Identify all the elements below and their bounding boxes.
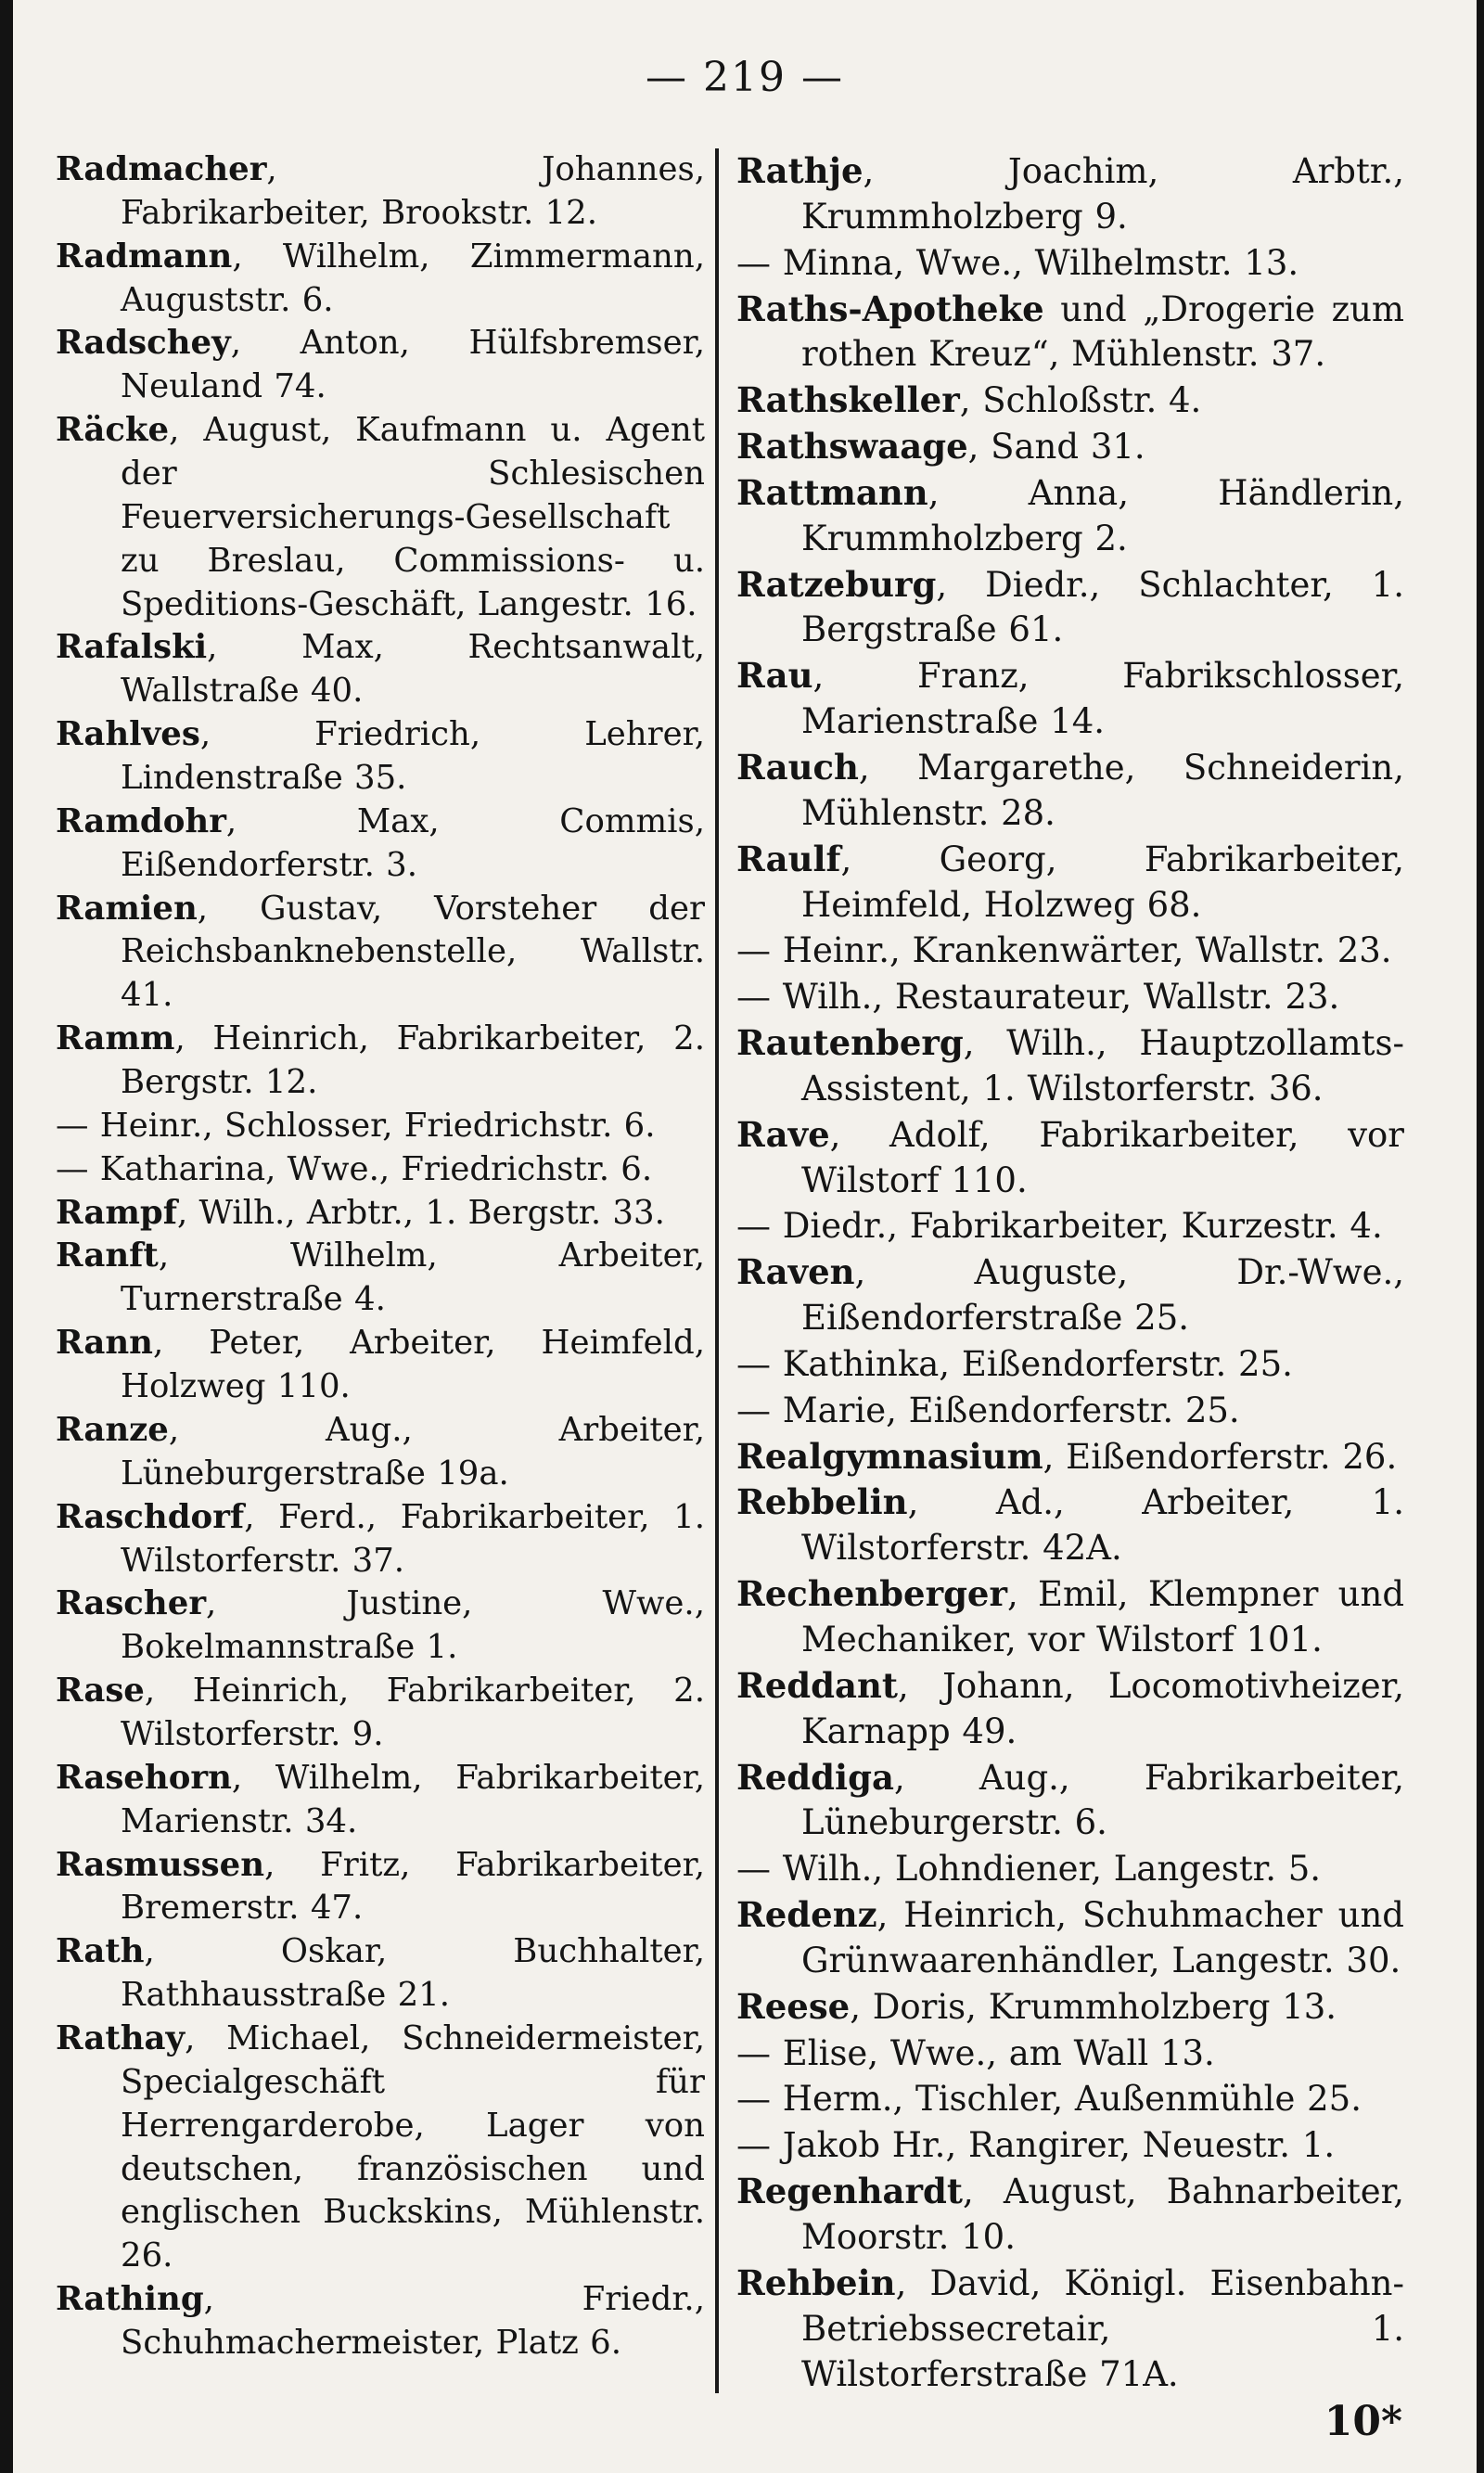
directory-entry <box>56 1930 705 2018</box>
directory-entry <box>736 1984 1404 2031</box>
entry-name: Rautenberg <box>736 1022 964 1064</box>
directory-entry <box>56 626 705 713</box>
directory-entry <box>736 378 1404 424</box>
directory-entry <box>736 287 1404 378</box>
directory-entry <box>736 837 1404 929</box>
entry-name: Rase <box>56 1672 145 1711</box>
entry-details: — Jakob Hr., Rangirer, Neuestr. 1. <box>736 2125 1336 2166</box>
entry-details: , August, Kaufmann u. Agent der Schlesischen Feuerversicherungs-Gesellschaft zu Breslau, Commissions- u. Speditions-Geschäft, Langestr. 16. <box>121 411 705 623</box>
directory-entry <box>736 470 1404 562</box>
directory-entry <box>736 974 1404 1020</box>
entry-details: , Auguste, Dr.-Wwe., Eißendorferstraße 25. <box>801 1252 1404 1339</box>
entry-details: , Johann, Locomotivheizer, Karnapp 49. <box>801 1665 1404 1751</box>
entry-name: Räcke <box>56 411 170 450</box>
entry-name: Reese <box>736 1985 851 2027</box>
entry-details: , Friedrich, Lehrer, Lindenstraße 35. <box>121 715 705 798</box>
entry-details: — Elise, Wwe., am Wall 13. <box>736 2032 1215 2073</box>
entry-details: — Minna, Wwe., Wilhelmstr. 13. <box>736 242 1299 283</box>
directory-entry <box>736 2076 1404 2122</box>
entry-details: , David, Königl. Eisenbahn-Betriebssecretair, 1. Wilstorferstraße 71A. <box>801 2262 1404 2394</box>
entry-details: , Ad., Arbeiter, 1. Wilstorferstr. 42A. <box>801 1482 1404 1569</box>
directory-entry <box>736 562 1404 654</box>
entry-details: , Michael, Schneidermeister, Specialgeschäft für Herrengarderobe, Lager von deutschen, französischen und englischen Buckskins, Mühlenstr. 26. <box>121 2018 705 2275</box>
entry-name: Raven <box>736 1251 855 1293</box>
directory-entry <box>736 1846 1404 1892</box>
directory-entry <box>736 1663 1404 1755</box>
entry-details: , Heinrich, Schuhmacher und Grünwaarenhändler, Langestr. 30. <box>801 1895 1404 1980</box>
entry-name: Raths-Apotheke <box>736 288 1044 329</box>
directory-entry <box>736 2261 1404 2398</box>
entry-name: Rebbelin <box>736 1481 908 1523</box>
directory-entry <box>56 1105 705 1148</box>
entry-name: Rampf <box>56 1193 177 1232</box>
directory-entry <box>736 424 1404 470</box>
entry-name: Rathskeller <box>736 379 960 421</box>
directory-entry <box>56 322 705 409</box>
directory-entry <box>736 1434 1404 1480</box>
entry-details: — Kathinka, Eißendorferstr. 25. <box>736 1343 1293 1384</box>
directory-entry <box>736 2169 1404 2261</box>
directory-entry <box>56 1409 705 1496</box>
directory-entry <box>56 1322 705 1409</box>
entry-details: , Justine, Wwe., Bokelmannstraße 1. <box>121 1584 705 1667</box>
entry-name: Regenhardt <box>736 2171 963 2212</box>
directory-entry <box>56 1757 705 1844</box>
entry-details: , Oskar, Buchhalter, Rathhausstraße 21. <box>121 1932 705 2015</box>
entry-details: — Wilh., Restaurateur, Wallstr. 23. <box>736 977 1340 1018</box>
entry-name: Rahlves <box>56 715 200 754</box>
directory-entry <box>736 1571 1404 1663</box>
entry-details: , Franz, Fabrikschlosser, Marienstraße 14. <box>801 656 1404 742</box>
entry-name: Ramien <box>56 889 198 928</box>
entry-name: Rauch <box>736 746 859 788</box>
directory-entry <box>56 1582 705 1670</box>
entry-name: Rave <box>736 1113 830 1155</box>
entry-details: , Wilhelm, Arbeiter, Turnerstraße 4. <box>121 1236 705 1319</box>
entry-details: — Herm., Tischler, Außenmühle 25. <box>736 2079 1362 2120</box>
entry-details: , Georg, Fabrikarbeiter, Heimfeld, Holzweg 68. <box>801 839 1404 925</box>
entry-details: , Anton, Hülfsbremser, Neuland 74. <box>121 324 705 406</box>
directory-entry <box>736 2031 1404 2077</box>
entry-details: , Wilh., Arbtr., 1. Bergstr. 33. <box>176 1193 665 1232</box>
entry-name: Rathay <box>56 2018 186 2057</box>
entry-details: , Anna, Händlerin, Krummholzberg 2. <box>801 472 1404 558</box>
entry-name: Rascher <box>56 1584 207 1623</box>
entry-name: Rau <box>736 655 813 697</box>
entry-name: Raulf <box>736 838 841 879</box>
entry-name: Ramdohr <box>56 801 226 840</box>
directory-entry <box>736 1249 1404 1341</box>
directory-entry <box>56 236 705 323</box>
entry-name: Ranft <box>56 1236 159 1275</box>
directory-entry <box>56 888 705 1019</box>
entry-details: , Max, Commis, Eißendorferstr. 3. <box>121 801 705 884</box>
directory-entry <box>56 2278 705 2365</box>
entry-details: , Heinrich, Fabrikarbeiter, 2. Bergstr. 12. <box>121 1019 705 1102</box>
entry-name: Ramm <box>56 1019 175 1058</box>
entry-name: Ratzeburg <box>736 563 937 605</box>
entry-details: , Adolf, Fabrikarbeiter, vor Wilstorf 110. <box>801 1114 1404 1200</box>
right-column <box>736 148 1404 2397</box>
directory-entry <box>736 653 1404 745</box>
entry-details: , Wilhelm, Zimmermann, Auguststr. 6. <box>121 237 705 319</box>
entry-name: Rathje <box>736 150 864 191</box>
entry-name: Radschey <box>56 324 231 363</box>
entry-details: , Johannes, Fabrikarbeiter, Brookstr. 12. <box>121 150 705 232</box>
entry-details: , Wilhelm, Fabrikarbeiter, Marienstr. 34. <box>121 1758 705 1840</box>
left-column <box>56 148 705 2365</box>
entry-details: , Gustav, Vorsteher der Reichsbanknebenstelle, Wallstr. 41. <box>121 889 705 1015</box>
directory-entry <box>56 1844 705 1931</box>
directory-entry <box>736 1112 1404 1204</box>
entry-details: , Max, Rechtsanwalt, Wallstraße 40. <box>121 628 705 711</box>
entry-details: , Peter, Arbeiter, Heimfeld, Holzweg 110. <box>121 1324 705 1406</box>
directory-entry <box>736 1892 1404 1984</box>
directory-entry <box>56 1148 705 1192</box>
entry-details: , Ferd., Fabrikarbeiter, 1. Wilstorferstr. 37. <box>121 1497 705 1580</box>
directory-entry <box>736 1203 1404 1249</box>
entry-name: Reddant <box>736 1664 898 1706</box>
entry-name: Radmacher <box>56 150 267 188</box>
directory-entry <box>736 240 1404 287</box>
directory-entry <box>56 1235 705 1322</box>
entry-details: , Emil, Klempner und Mechaniker, vor Wilstorf 101. <box>801 1574 1404 1659</box>
entry-details: , Schloßstr. 4. <box>959 380 1202 421</box>
page-number: — 219 — <box>646 54 844 101</box>
directory-entry <box>56 148 705 236</box>
entry-name: Rathswaage <box>736 426 968 468</box>
directory-entry <box>56 713 705 801</box>
directory-entry <box>736 148 1404 240</box>
directory-entry <box>56 1192 705 1236</box>
entry-details: , Fritz, Fabrikarbeiter, Bremerstr. 47. <box>121 1845 705 1928</box>
entry-details: , Diedr., Schlachter, 1. Bergstraße 61. <box>801 564 1404 650</box>
directory-entry <box>736 745 1404 837</box>
signature-mark: 10* <box>1324 2398 1402 2445</box>
entry-details: , Aug., Arbeiter, Lüneburgerstraße 19a. <box>121 1410 705 1493</box>
entry-name: Radmann <box>56 237 233 275</box>
entry-name: Rann <box>56 1324 153 1363</box>
entry-name: Ranze <box>56 1410 169 1449</box>
directory-entry <box>736 1388 1404 1434</box>
directory-entry <box>56 1496 705 1583</box>
entry-details: , Aug., Fabrikarbeiter, Lüneburgerstr. 6. <box>801 1757 1404 1843</box>
directory-entry <box>56 1018 705 1105</box>
entry-name: Rasehorn <box>56 1758 232 1797</box>
directory-entry <box>56 801 705 888</box>
entry-details: , Eißendorferstr. 26. <box>1043 1436 1398 1477</box>
directory-entry <box>56 409 705 626</box>
directory-entry <box>56 1670 705 1757</box>
entry-name: Rattmann <box>736 471 928 513</box>
entry-name: Redenz <box>736 1894 877 1936</box>
entry-details: , August, Bahnarbeiter, Moorstr. 10. <box>801 2172 1404 2257</box>
entry-name: Rathing <box>56 2280 204 2319</box>
entry-name: Rasmussen <box>56 1845 265 1884</box>
entry-details: — Wilh., Lohndiener, Langestr. 5. <box>736 1849 1322 1890</box>
directory-entry <box>736 1480 1404 1571</box>
entry-details: , Joachim, Arbtr., Krummholzberg 9. <box>801 151 1404 237</box>
entry-details: — Heinr., Krankenwärter, Wallstr. 23. <box>736 930 1392 971</box>
directory-entry <box>736 2122 1404 2169</box>
entry-details: , Margarethe, Schneiderin, Mühlenstr. 28. <box>801 747 1404 833</box>
entry-name: Reddiga <box>736 1756 894 1798</box>
entry-name: Rehbein <box>736 2262 896 2303</box>
entry-name: Raschdorf <box>56 1497 245 1536</box>
entry-details: , Friedr., Schuhmachermeister, Platz 6. <box>121 2280 705 2362</box>
entry-details: — Katharina, Wwe., Friedrichstr. 6. <box>56 1149 653 1188</box>
directory-entry <box>736 1020 1404 1112</box>
entry-name: Rechenberger <box>736 1573 1007 1615</box>
directory-entry <box>736 928 1404 974</box>
column-divider <box>715 148 719 2393</box>
entry-details: — Diedr., Fabrikarbeiter, Kurzestr. 4. <box>736 1206 1383 1247</box>
entry-details: , Sand 31. <box>967 427 1145 468</box>
entry-details: , Wilh., Hauptzollamts-Assistent, 1. Wilstorferstr. 36. <box>801 1023 1404 1108</box>
entry-name: Rafalski <box>56 628 208 667</box>
directory-page <box>13 0 1477 2473</box>
directory-entry <box>736 1341 1404 1388</box>
entry-details: und „Drogerie zum rothen Kreuz“, Mühlenstr. 37. <box>801 288 1404 375</box>
entry-details: — Marie, Eißendorferstr. 25. <box>736 1390 1240 1430</box>
entry-name: Realgymnasium <box>736 1435 1043 1477</box>
entry-details: , Doris, Krummholzberg 13. <box>850 1986 1337 2027</box>
entry-details: — Heinr., Schlosser, Friedrichstr. 6. <box>56 1106 656 1145</box>
entry-details: , Heinrich, Fabrikarbeiter, 2. Wilstorferstr. 9. <box>121 1672 705 1753</box>
directory-entry <box>56 2018 705 2278</box>
directory-entry <box>736 1755 1404 1847</box>
entry-name: Rath <box>56 1932 145 1971</box>
